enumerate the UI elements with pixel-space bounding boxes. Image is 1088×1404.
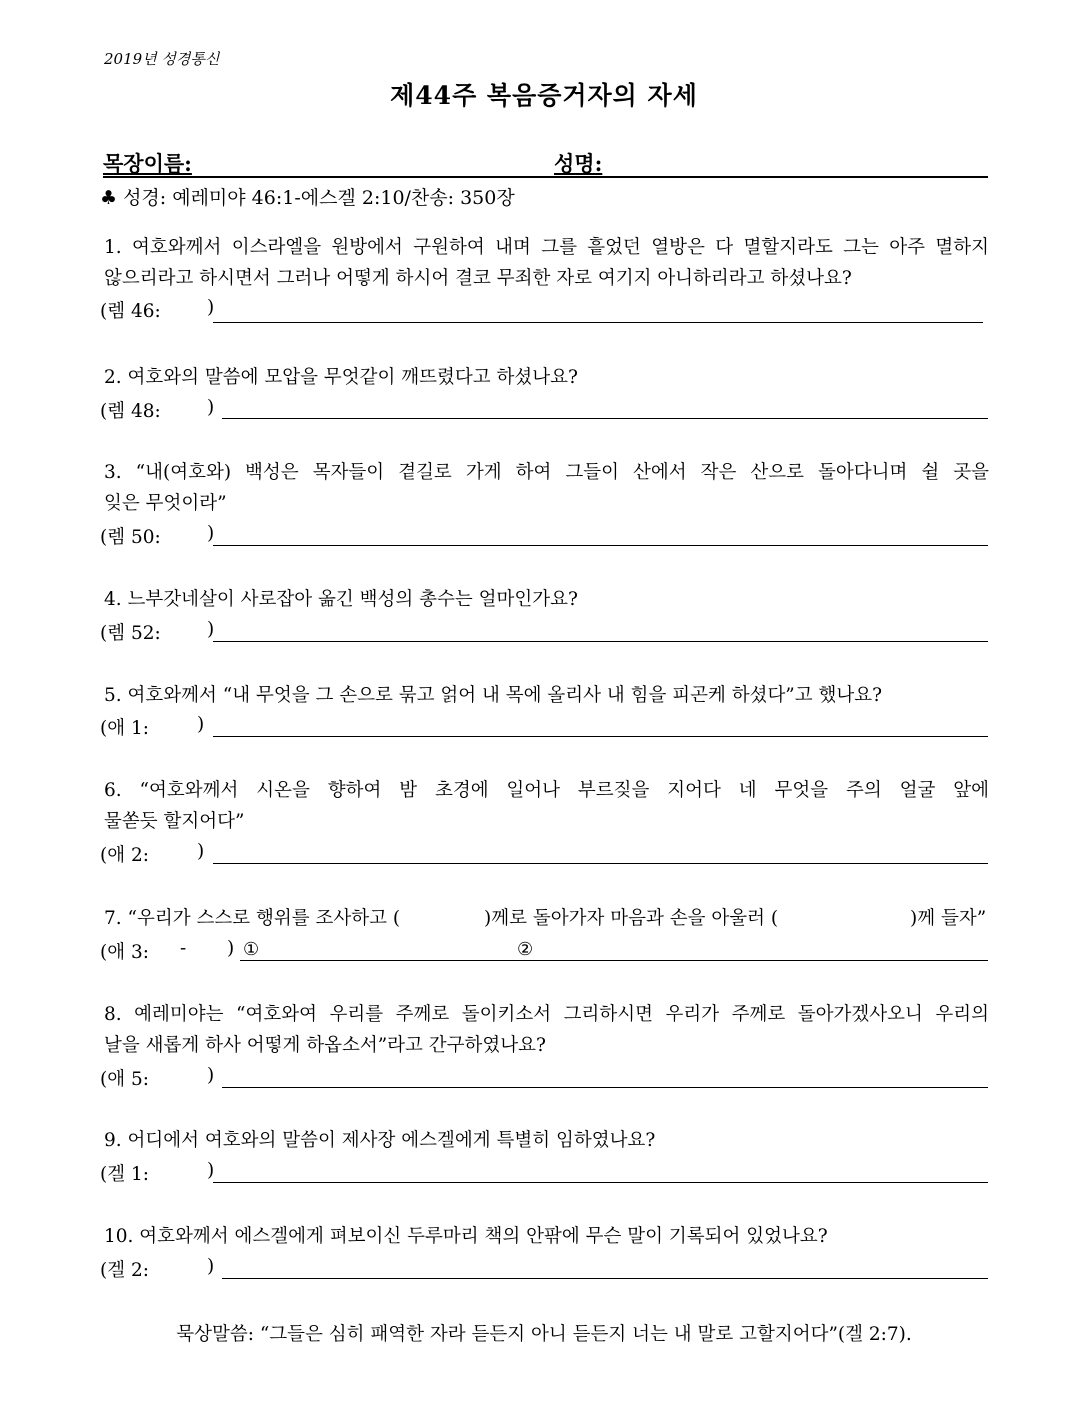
question-6-line-2: 물쏟듯 할지어다”: [104, 811, 245, 832]
question-10-ref-close: ): [207, 1256, 215, 1277]
group-name-label: 목장이름:: [103, 151, 192, 176]
question-5-answer-line[interactable]: [213, 736, 988, 737]
question-1-answer-line[interactable]: [213, 322, 983, 323]
question-3-ref: (렘 50:: [100, 527, 161, 548]
meditation-verse: 묵상말씀: “그들은 심히 패역한 자라 듣든지 아니 듣든지 너는 내 말로 고할지어다”(겔 2:7).: [176, 1324, 912, 1345]
name-fill-row: [103, 148, 988, 178]
question-6-ref-close: ): [197, 841, 205, 862]
question-2-ref: (렘 48:: [100, 401, 161, 422]
question-2-line-1: 2. 여호와의 말씀에 모압을 무엇같이 깨뜨렸다고 하셨나요?: [104, 367, 578, 388]
question-3-line-2: 잊은 무엇이라”: [104, 493, 227, 514]
question-7-ref: (애 3:: [100, 942, 149, 963]
question-9-line-1: 9. 어디에서 여호와의 말씀이 제사장 에스겔에게 특별히 임하였나요?: [104, 1130, 656, 1151]
question-8-answer-line[interactable]: [222, 1087, 988, 1088]
blank-1-marker: ①: [243, 939, 260, 960]
question-10-line-1: 10. 여호와께서 에스겔에게 펴보이신 두루마리 책의 안팎에 무슨 말이 기록되어 있었나요?: [104, 1226, 828, 1247]
question-9-ref-close: ): [207, 1160, 215, 1181]
question-6-answer-line[interactable]: [213, 863, 988, 864]
question-9-ref: (겔 1:: [100, 1164, 149, 1185]
question-8-ref-close: ): [207, 1065, 215, 1086]
question-8-ref: (애 5:: [100, 1069, 149, 1090]
question-1-line-2: 않으리라고 하시면서 그러나 어떻게 하시어 결코 무죄한 자로 여기지 아니하리라고 하셨나요?: [104, 268, 852, 289]
question-7-text-c: )께 들자”: [910, 908, 987, 929]
question-10-ref: (겔 2:: [100, 1260, 149, 1281]
worksheet-title: 제44주 복음증거자의 자세: [390, 81, 698, 110]
question-8-line-2: 날을 새롭게 하사 어떻게 하옵소서”라고 간구하였나요?: [104, 1035, 546, 1056]
scripture-line: ♣ 성경: 예레미야 46:1-에스겔 2:10/찬송: 350장: [100, 187, 515, 209]
question-2-ref-close: ): [207, 397, 215, 418]
question-3-answer-line[interactable]: [213, 545, 988, 546]
question-5-ref-close: ): [197, 714, 205, 735]
person-name-label: 성명:: [554, 151, 603, 176]
question-4-ref-close: ): [207, 619, 215, 640]
question-5-line-1: 5. 여호와께서 “내 무엇을 그 손으로 묶고 얽어 내 목에 올리사 내 힘을 피곤케 하셨다”고 했나요?: [104, 685, 883, 706]
question-1-line-1: 1. 여호와께서 이스라엘을 원방에서 구원하여 내며 그를 흩었던 열방은 다 멸할지라도 그는 아주 멸하지: [104, 237, 989, 258]
question-6-line-1: 6. “여호와께서 시온을 향하여 밤 초경에 일어나 부르짖을 지어다 네 무엇을 주의 얼굴 앞에: [104, 780, 989, 801]
question-7-answer-line[interactable]: [240, 960, 988, 961]
question-9-answer-line[interactable]: [213, 1182, 988, 1183]
question-3-ref-close: ): [207, 523, 215, 544]
question-1-ref: (렘 46:: [100, 301, 161, 322]
question-4-answer-line[interactable]: [213, 641, 988, 642]
header-note: 2019년 성경통신: [104, 50, 220, 68]
blank-2-marker: ②: [517, 939, 534, 960]
question-3-line-1: 3. “내(여호와) 백성은 목자들이 곁길로 가게 하여 그들이 산에서 작은 산으로 돌아다니며 쉴 곳을: [104, 462, 989, 483]
question-7-text-b: )께로 돌아가자 마음과 손을 아울러 (: [484, 908, 779, 929]
question-7-ref-dash: -: [180, 938, 187, 959]
question-4-line-1: 4. 느부갓네살이 사로잡아 옮긴 백성의 총수는 얼마인가요?: [104, 589, 578, 610]
question-1-ref-close: ): [207, 297, 215, 318]
question-2-answer-line[interactable]: [222, 418, 988, 419]
question-7-ref-close: ): [227, 938, 235, 959]
question-6-ref: (애 2:: [100, 845, 149, 866]
question-7-text-a: 7. “우리가 스스로 행위를 조사하고 (: [104, 908, 401, 929]
question-5-ref: (애 1:: [100, 718, 149, 739]
question-8-line-1: 8. 예레미야는 “여호와여 우리를 주께로 돌이키소서 그리하시면 우리가 주께로 돌아가겠사오니 우리의: [104, 1004, 989, 1025]
question-4-ref: (렘 52:: [100, 623, 161, 644]
question-10-answer-line[interactable]: [222, 1278, 988, 1279]
